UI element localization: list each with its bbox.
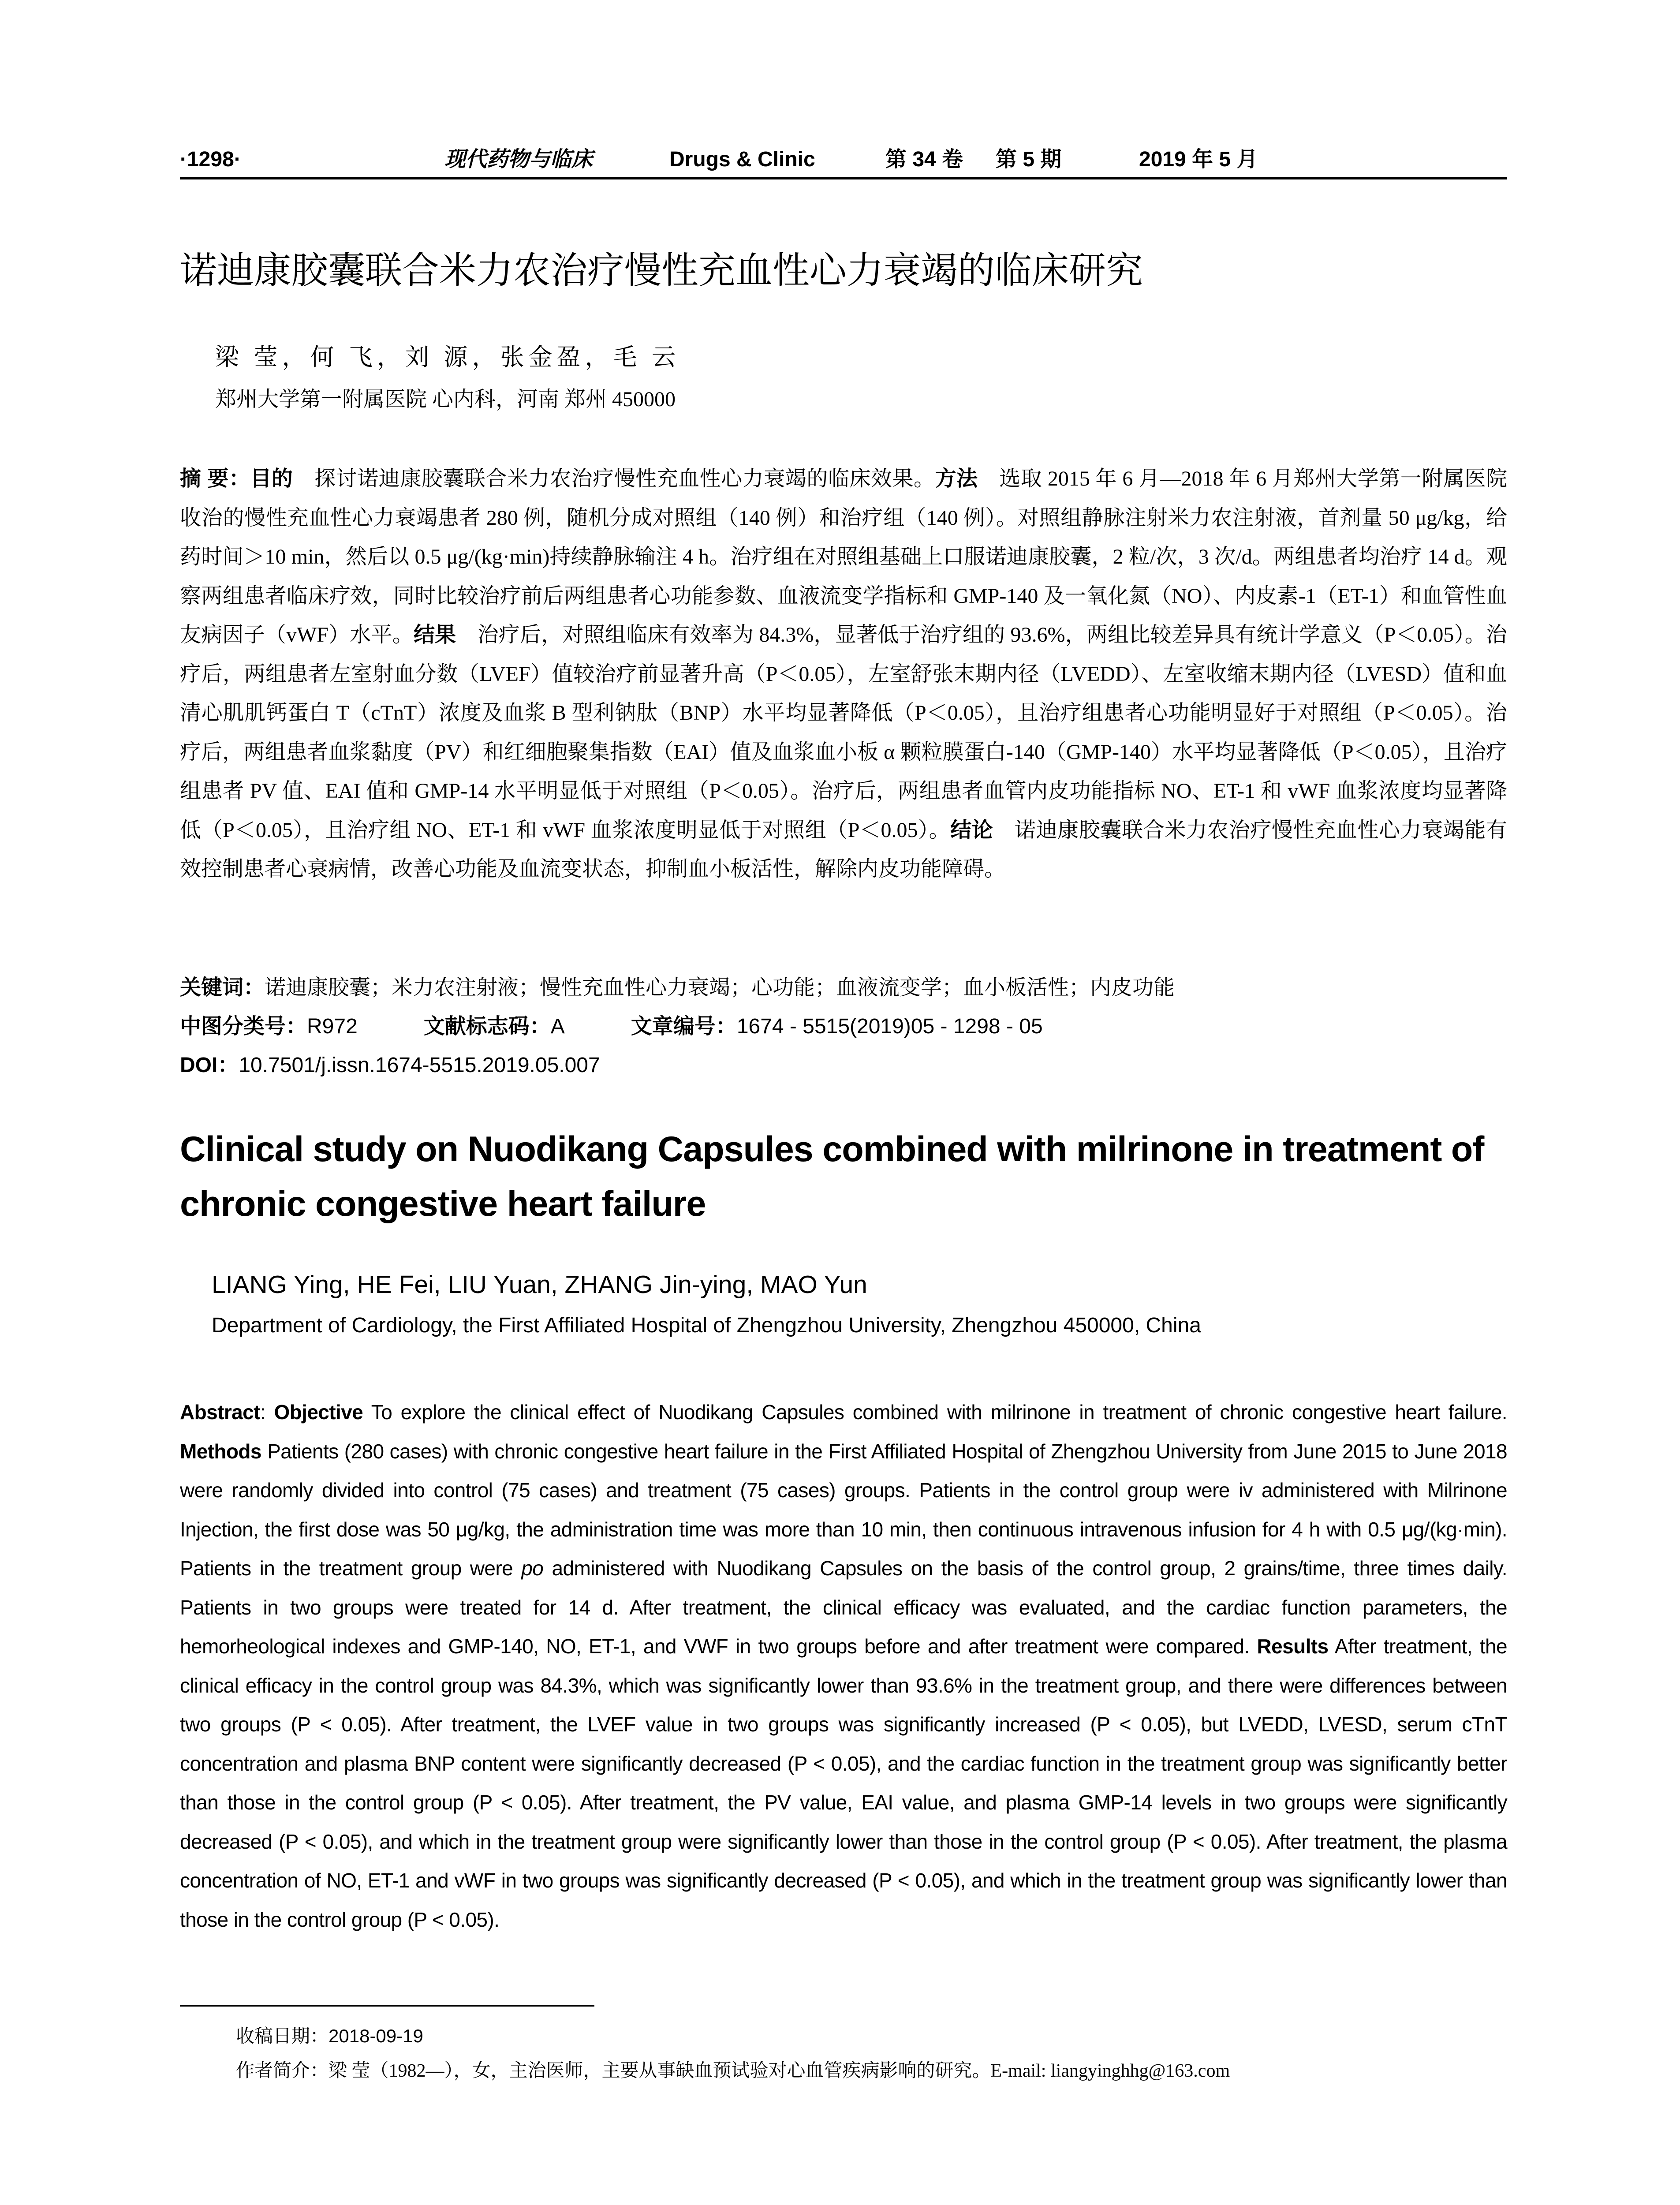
keywords xyxy=(180,968,1175,1007)
page-number: ·1298· xyxy=(180,148,241,171)
keywords-value: 诺迪康胶囊；米力农注射液；慢性充血性心力衰竭；心功能；血液流变学；血小板活性；内皮功能 xyxy=(265,976,1175,999)
objective-text-cn: 探讨诺迪康胶囊联合米力农治疗慢性充血性心力衰竭的临床效果。 xyxy=(293,467,935,490)
issue-date: 2019 年 5 月 xyxy=(1139,148,1258,171)
volume: 第 34 卷 xyxy=(885,148,963,171)
results-text-en: After treatment, the clinical efficacy in the control group was 84.3%, which was significantly lower than 93.6% in the treatment group, and there were differences between two groups (P < 0.05). After treatment, the LVEF value in two groups was significantly increased (P < 0.05), but LVEDD, LVESD, serum cTnT concentration and plasma BNP content were significantly decreased (P < 0.05), and the cardiac function in the treatment group was significantly better than those in the control group (P < 0.05). After treatment, the PV value, EAI value, and plasma GMP-14 levels in two groups were significantly decreased (P < 0.05), and which in the treatment group were significantly lower than those in the control group (P < 0.05). After treatment, the plasma concentration of NO, ET-1 and vWF in two groups was significantly decreased (P < 0.05), and which in the treatment group was significantly lower than those in the control group (P < 0.05). xyxy=(180,1635,1508,1931)
received-value: 2018-09-19 xyxy=(329,2026,423,2046)
class-value: R972 xyxy=(307,1015,358,1038)
received-date xyxy=(236,2022,423,2051)
objective-label-cn: 目的 xyxy=(250,467,293,490)
article-no-value: 1674 - 5515(2019)05 - 1298 - 05 xyxy=(736,1015,1043,1038)
doi-label: DOI： xyxy=(180,1054,239,1077)
methods-po: po xyxy=(521,1557,544,1580)
keywords-label: 关键词： xyxy=(180,976,265,999)
received-label: 收稿日期： xyxy=(236,2026,329,2047)
conclusion-label-cn: 结论 xyxy=(950,818,993,842)
objective-label-en: Objective xyxy=(274,1401,363,1424)
author-bio xyxy=(236,2057,1230,2085)
doi-value: 10.7501/j.issn.1674-5515.2019.05.007 xyxy=(239,1054,600,1077)
methods-label-en: Methods xyxy=(180,1439,261,1463)
objective-text-en: To explore the clinical effect of Nuodikang Capsules combined with milrinone in treatment of chronic congestive heart failure. xyxy=(363,1401,1507,1424)
author-bio-label: 作者简介： xyxy=(236,2061,329,2081)
chinese-affiliation: 郑州大学第一附属医院 心内科，河南 郑州 450000 xyxy=(215,388,676,411)
english-authors: LIANG Ying, HE Fei, LIU Yuan, ZHANG Jin-ying, MAO Yun xyxy=(212,1271,867,1299)
english-affiliation: Department of Cardiology, the First Affiliated Hospital of Zhengzhou University, Zhengzhou 450000, China xyxy=(212,1314,1201,1337)
english-abstract: Abstract: Objective To explore the clinical effect of Nuodikang Capsules combined with milrinone in treatment of chronic congestive heart failure. Methods Patients (280 cases) with chronic congestive heart failure in the First Affiliated Hospital of Zhengzhou University from June 2015 to June 2018 were randomly divided into control (75 cases) and treatment (75 cases) groups. Patients in the control group were iv administered with Milrinone Injection, the first dose was 50 μg/kg, the administration time was more than 10 min, then continuous intravenous infusion for 4 h with 0.5 μg/(kg·min). Patients in the treatment group were po administered with Nuodikang Capsules on the basis of the control group, 2 grains/time, three times daily. Patients in two groups were treated for 14 d. After treatment, the clinical efficacy was evaluated, and the cardiac function parameters, the hemorheological indexes and GMP-140, NO, ET-1, and VWF in two groups before and after treatment were compared. Results After treatment, the clinical efficacy in the control group was 84.3%, which was significantly lower than 93.6% in the treatment group, and there were differences between two groups (P < 0.05). After treatment, the LVEF value in two groups was significantly increased (P < 0.05), but LVEDD, LVESD, serum cTnT concentration and plasma BNP content were significantly decreased (P < 0.05), and the cardiac function in the treatment group was significantly better than those in the control group (P < 0.05). After treatment, the PV value, EAI value, and plasma GMP-14 levels in two groups were significantly decreased (P < 0.05), and which in the treatment group were significantly lower than those in the control group (P < 0.05). After treatment, the plasma concentration of NO, ET-1 and vWF in two groups was significantly decreased (P < 0.05), and which in the treatment group was significantly lower than those in the control group (P < 0.05). xyxy=(180,1401,1508,1931)
abstract-label-cn: 摘 要： xyxy=(180,467,250,490)
chinese-abstract xyxy=(180,460,1507,889)
methods-text-en: Patients (280 cases) with chronic congestive heart failure in the First Affiliated Hospital of Zhengzhou University from June 2015 to June 2018 were randomly divided into control (75 cases) and treatment (75 cases) groups. Patients in the control group were iv administered with Milrinone Injection, the first dose was 50 μg/kg, the administration time was more than 10 min, then continuous intravenous infusion for 4 h with 0.5 μg/(kg·min). Patients in the treatment group were xyxy=(180,1439,1507,1580)
results-text-cn: 治疗后，对照组临床有效率为 84.3%，显著低于治疗组的 93.6%，两组比较差异具有统计学意义（P＜0.05）。治疗后，两组患者左室射血分数（LVEF）值较治疗前显著升高（P＜0.05），左室舒张末期内径（LVEDD）、左室收缩末期内径（LVESD）值和血清心肌肌钙蛋白 T（cTnT）浓度及血浆 B 型利钠肽（BNP）水平均显著降低（P＜0.05），且治疗组患者心功能明显好于对照组（P＜0.05）。治疗后，两组患者血浆黏度（PV）和红细胞聚集指数（EAI）值及血浆血小板 α 颗粒膜蛋白-140（GMP-140）水平均显著降低（P＜0.05），且治疗组患者 PV 值、EAI 值和 GMP-14 水平明显低于对照组（P＜0.05）。治疗后，两组患者血管内皮功能指标 NO、ET-1 和 vWF 血浆浓度均显著降低（P＜0.05），且治疗组 NO、ET-1 和 vWF 血浆浓度明显低于对照组（P＜0.05）。 xyxy=(180,623,1507,842)
methods-text-cn: 选取 2015 年 6 月—2018 年 6 月郑州大学第一附属医院收治的慢性充血性心力衰竭患者 280 例，随机分成对照组（140 例）和治疗组（140 例）。对照组静脉注射米力农注射液，首剂量 50 μg/kg，给药时间＞10 min，然后以 0.5 μg/(kg·min)持续静脉输注 4 h。治疗组在对照组基础上口服诺迪康胶囊，2 粒/次，3 次/d。两组患者均治疗 14 d。观察两组患者临床疗效，同时比较治疗前后两组患者心功能参数、血液流变学指标和 GMP-140 及一氧化氮（NO）、内皮素-1（ET-1）和血管性血友病因子（vWF）水平。 xyxy=(180,467,1507,647)
journal-name-en: Drugs & Clinic xyxy=(669,148,815,171)
footnote-rule xyxy=(180,2005,594,2007)
chinese-title: 诺迪康胶囊联合米力农治疗慢性充血性心力衰竭的临床研究 xyxy=(180,250,1143,292)
header-rule xyxy=(180,177,1507,179)
doc-code-label: 文献标志码： xyxy=(423,1015,551,1038)
chinese-authors: 梁 莹，何 飞，刘 源，张金盈，毛 云 xyxy=(215,344,680,370)
abstract-label-en: Abstract xyxy=(180,1401,260,1424)
doc-code-value: A xyxy=(550,1015,565,1038)
issue: 第 5 期 xyxy=(996,148,1062,171)
class-label: 中图分类号： xyxy=(180,1015,307,1038)
methods-label-cn: 方法 xyxy=(935,467,978,490)
results-label-en: Results xyxy=(1257,1635,1329,1658)
methods-text-en-2: administered with Nuodikang Capsules on the basis of the control group, 2 grains/time, three times daily. Patients in two groups were treated for 14 d. After treatment, the clinical efficacy was evaluated, and the cardiac function parameters, the hemorheological indexes and GMP-140, NO, ET-1, and VWF in two groups before and after treatment were compared. xyxy=(180,1557,1507,1658)
article-no-label: 文章编号： xyxy=(631,1015,737,1038)
english-title: Clinical study on Nuodikang Capsules combined with milrinone in treatment of chronic congestive heart failure xyxy=(180,1129,1484,1224)
running-head xyxy=(180,142,1507,177)
results-label-cn: 结果 xyxy=(413,623,456,647)
doi-line xyxy=(180,1046,600,1085)
conclusion-text-cn: 诺迪康胶囊联合米力农治疗慢性充血性心力衰竭能有效控制患者心衰病情，改善心功能及血流变状态，抑制血小板活性，解除内皮功能障碍。 xyxy=(180,818,1507,881)
journal-name-cn: 现代药物与临床 xyxy=(444,148,593,171)
author-bio-value: 梁 莹（1982—），女，主治医师，主要从事缺血预试验对心血管疾病影响的研究。E-mail: liangyinghhg@163.com xyxy=(329,2061,1230,2081)
classification-line xyxy=(180,1007,1043,1046)
